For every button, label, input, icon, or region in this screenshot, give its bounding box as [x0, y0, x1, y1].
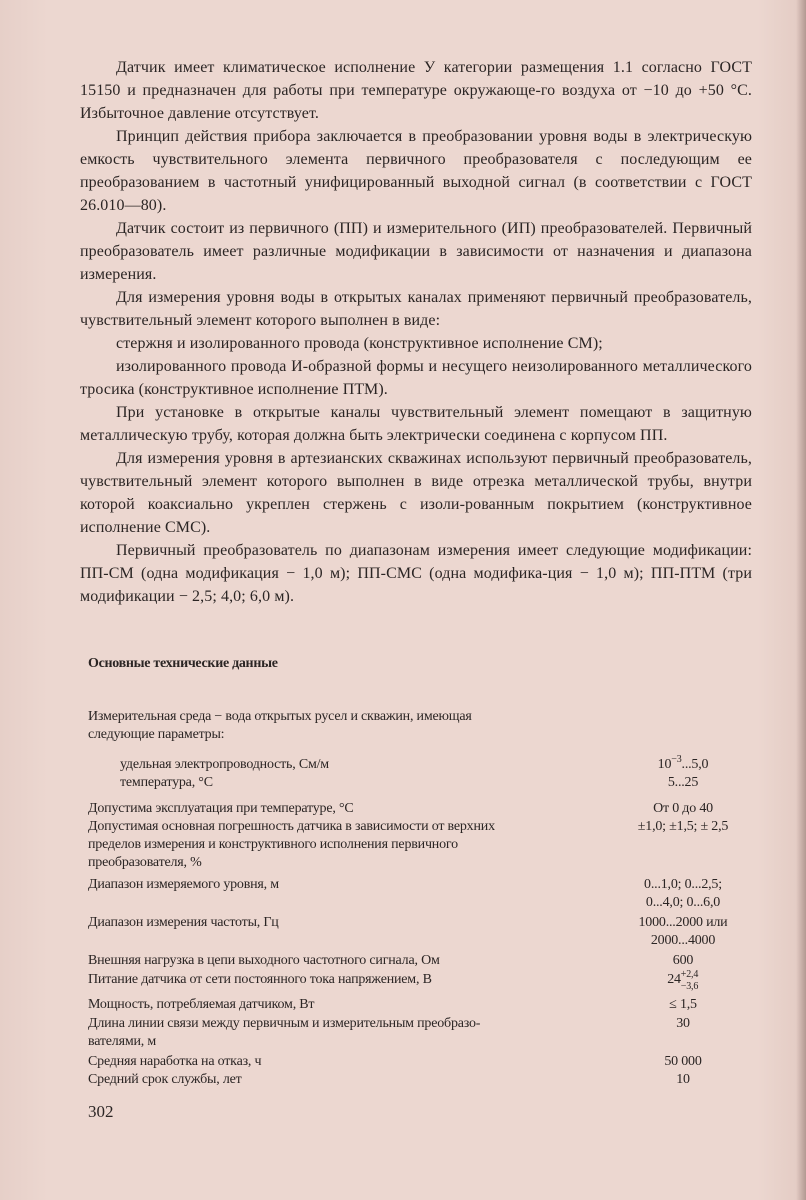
spec-label: преобразователя, % [88, 855, 202, 870]
spec-label: Допустима эксплуатация при температуре, °С [88, 801, 354, 816]
spec-value: 50 000 [664, 1054, 702, 1069]
spec-value: 0...4,0; 0...6,0 [645, 895, 721, 910]
paragraph: Принцип действия прибора заключается в преобразовании уровня воды в электрическую емкость чувствительного элемента первичного преобразователя с последующим ее преобразованием в частотный унифицированный выходной сигнал (в соответствии с ГОСТ 26.010—80). [80, 128, 752, 214]
spec-label: вателями, м [88, 1034, 157, 1049]
spec-value: 2000...4000 [650, 933, 716, 948]
spec-value: 30 [676, 1016, 690, 1031]
paragraph: Для измерения уровня в артезианских скважинах используют первичный преобразователь, чувствительный элемент которого выполнен в виде отрезка металлической трубы, внутри которой коаксиально укреплен стержень с изоли-рованным покрытием (конструктивное исполнение СМС). [80, 450, 752, 536]
spec-label: Допустимая основная погрешность датчика в зависимости от верхних [88, 819, 495, 834]
spec-value: 24 +2,4 −3,6 [667, 969, 699, 992]
spec-label: Средняя наработка на отказ, ч [88, 1054, 262, 1069]
spec-label: Мощность, потребляемая датчиком, Вт [88, 997, 315, 1012]
paragraph: Для измерения уровня воды в открытых каналах применяют первичный преобразователь, чувствительный элемент которого выполнен в виде: [80, 289, 752, 329]
spec-value: 5...25 [667, 775, 699, 790]
section-title: Основные технические данные [88, 656, 278, 671]
spec-label: Длина линии связи между первичным и измерительным преобразо- [88, 1016, 481, 1031]
list-item: изолированного провода И-образной формы и несущего неизолированного металлического тросика (конструктивное исполнение ПТМ). [80, 358, 752, 398]
list-item: стержня и изолированного провода (конструктивное исполнение СМ); [116, 335, 603, 352]
spec-value: 10 [676, 1072, 690, 1087]
spec-value: $10^{-3}...5,0$ [657, 754, 709, 772]
spec-label: пределов измерения и конструктивного исполнения первичного [88, 837, 458, 852]
spec-label: Измерительная среда − вода открытых русел и скважин, имеющая [88, 709, 472, 724]
spec-value: 0...1,0; 0...2,5; [644, 877, 722, 892]
page-spine-shadow [796, 0, 806, 1200]
spec-label: следующие параметры: [88, 727, 225, 742]
spec-value: ±1,0; ±1,5; ± 2,5 [637, 819, 729, 834]
spec-value: 1000...2000 или [638, 915, 728, 930]
spec-value: 600 [672, 953, 694, 968]
paragraph: При установке в открытые каналы чувствительный элемент помещают в защитную металлическую трубу, которая должна быть электрически соединена с корпусом ПП. [80, 404, 752, 444]
spec-label: Средний срок службы, лет [88, 1072, 242, 1087]
paragraph: Первичный преобразователь по диапазонам измерения имеет следующие модификации: ПП-СМ (одна модификация − 1,0 м); ПП-СМС (одна модифика-ция − 1,0 м); ПП-ПТМ (три модификации − 2,5; 4,0; 6,0 м). [80, 542, 752, 605]
spec-label: Внешняя нагрузка в цепи выходного частотного сигнала, Ом [88, 953, 440, 968]
body-text [80, 56, 752, 608]
paragraph: Датчик состоит из первичного (ПП) и измерительного (ИП) преобразователей. Первичный преобразователь имеет различные модификации в зависимости от назначения и диапазона измерения. [80, 220, 752, 283]
spec-value: От 0 до 40 [653, 801, 713, 816]
spec-label: удельная электропроводность, См/м [120, 757, 329, 772]
spec-label: Диапазон измерения частоты, Гц [88, 915, 279, 930]
page-number: 302 [88, 1102, 114, 1121]
spec-label: Питание датчика от сети постоянного тока напряжением, В [88, 972, 432, 987]
spec-label: Диапазон измеряемого уровня, м [88, 877, 279, 892]
spec-label: температура, °С [120, 775, 213, 790]
paragraph: Датчик имеет климатическое исполнение У категории размещения 1.1 согласно ГОСТ 15150 и предназначен для работы при температуре окружающе-го воздуха от −10 до +50 °С. Избыточное давление отсутствует. [80, 59, 752, 122]
spec-value: ≤ 1,5 [669, 997, 697, 1012]
